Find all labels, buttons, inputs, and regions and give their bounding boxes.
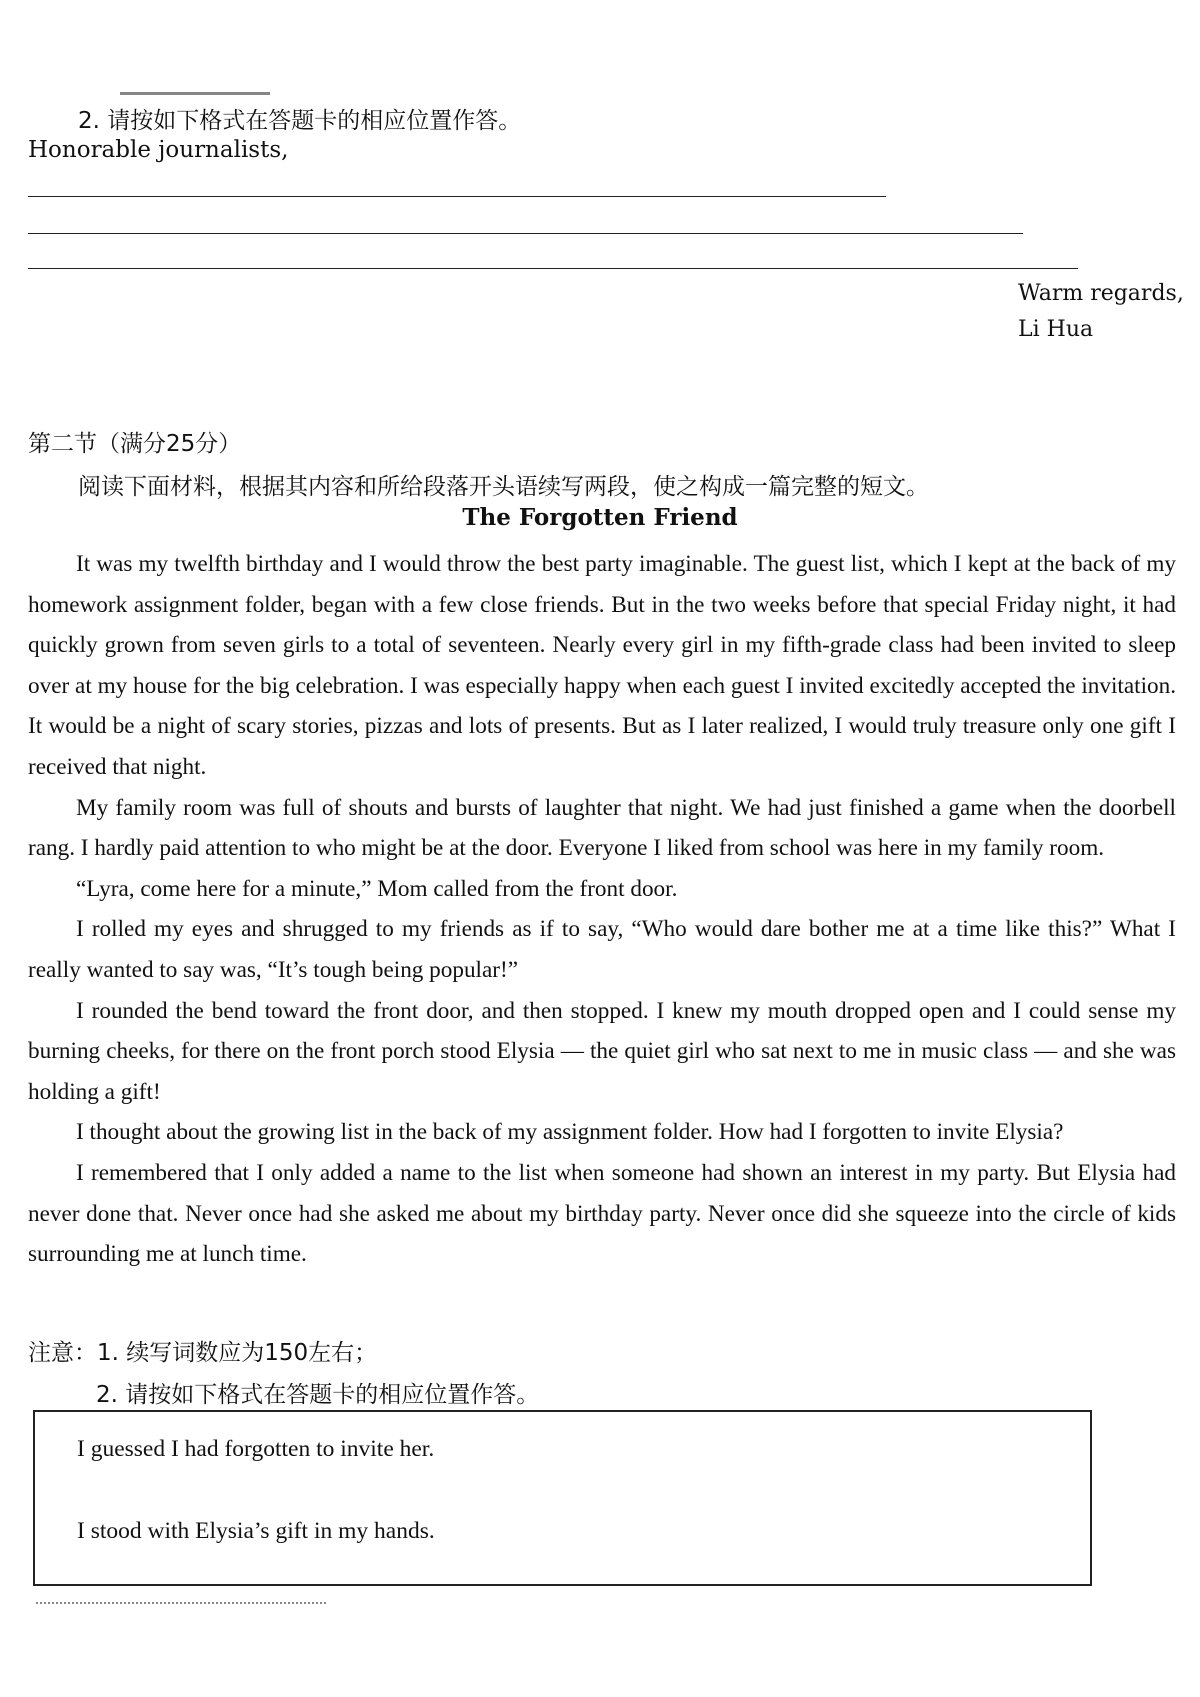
- paragraph: I thought about the growing list in the back of my assignment folder. How had I forgotten to invite Elysia?: [76, 1119, 1064, 1146]
- paragraph-opener-1: I guessed I had forgotten to invite her.: [77, 1436, 435, 1462]
- paragraph: “Lyra, come here for a minute,” Mom called from the front door.: [76, 875, 678, 902]
- writing-line-1: [28, 196, 886, 197]
- paragraph-opener-2: I stood with Elysia’s gift in my hands.: [77, 1518, 435, 1544]
- notes-block: [28, 1332, 539, 1416]
- scan-artifact: [36, 1602, 326, 1604]
- story-title: The Forgotten Friend: [462, 504, 738, 531]
- story-passage: [28, 544, 1176, 1275]
- salutation: Honorable journalists,: [28, 137, 289, 163]
- cut-off-text-fragment: [120, 70, 270, 95]
- paragraph: It was my twelfth birthday and I would throw the best party imaginable. The guest list, which I kept at the back of my homework assignment folder, began with a few close friends. But in the two weeks before that special Friday night, it had quickly grown from seven girls to a total of seventeen. Nearly every girl in my fifth-grade class had been invited to sleep over at my house for the big celebration. I was especially happy when each guest I invited excitedly accepted the invitation. It would be a night of scary stories, pizzas and lots of presents. But as I later realized, I would truly treasure only one gift I received that night.: [28, 551, 1176, 780]
- closing: Warm regards,: [1018, 281, 1184, 306]
- top-instruction: 2. 请按如下格式在答题卡的相应位置作答。: [78, 108, 522, 134]
- writing-line-3: [28, 268, 1078, 269]
- note-answer-format: 2. 请按如下格式在答题卡的相应位置作答。: [96, 1382, 540, 1408]
- task-instruction: 阅读下面材料，根据其内容和所给段落开头语续写两段，使之构成一篇完整的短文。: [78, 474, 929, 500]
- paragraph: I rolled my eyes and shrugged to my friends as if to say, “Who would dare bother me at a time like this?” What I really wanted to say was, “It’s tough being popular!”: [28, 916, 1176, 983]
- paragraph: I remembered that I only added a name to the list when someone had shown an interest in my party. But Elysia had never done that. Never once had she asked me about my birthday party. Never once did she squeeze into the circle of kids surrounding me at lunch time.: [28, 1159, 1176, 1268]
- section-heading: 第二节（满分25分）: [28, 431, 242, 457]
- paragraph: I rounded the bend toward the front door, and then stopped. I knew my mouth dropped open and I could sense my burning cheeks, for there on the front porch stood Elysia — the quiet girl who sat next to me in music class — and she was holding a gift!: [28, 997, 1176, 1105]
- signature-name: Li Hua: [1018, 317, 1094, 342]
- paragraph: My family room was full of shouts and bursts of laughter that night. We had just finished a game when the doorbell rang. I hardly paid attention to who might be at the door. Everyone I liked from school was here in my family room.: [28, 794, 1176, 862]
- writing-line-2: [28, 233, 1023, 234]
- answer-box: [33, 1410, 1092, 1586]
- note-word-count: 注意：1. 续写词数应为150左右；: [28, 1340, 378, 1366]
